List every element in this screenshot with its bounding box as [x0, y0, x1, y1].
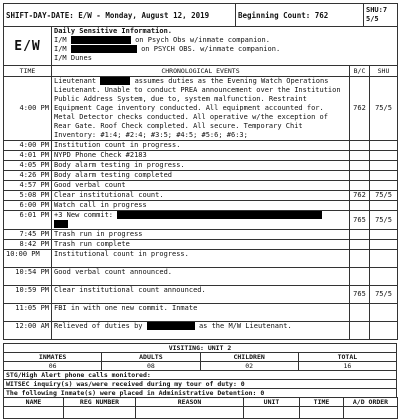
event-row: 4:26 PM Body alarm testing completed — [4, 171, 398, 181]
sensitive-info — [52, 27, 398, 66]
event-row: 4:00 PM Lieutenant assumes duties as the Evening Watch Operations Lieutenant. Unable to conduct PREA announcement over the Institution Public Address System, due to, system malfunction. Restraint Equipment Cage inventory conducted. All equipment accounted for. Metal Detector checks conducted. All operative w/the exception of Rear Gate. Roof Check completed. All secure. Temporary Chit Inventory: #1:4; #2:4; #3:5; #4:5; #5:6; #6:3; 762 75/5 — [4, 77, 398, 141]
redaction — [71, 45, 137, 53]
page — [3, 3, 397, 419]
visiting-value: 16 — [298, 362, 396, 371]
shu-count: SHU:75/5 — [364, 4, 398, 27]
visiting-table — [3, 343, 397, 371]
event-row: 10:59 PM Clear institutional count announced. 765 75/5 — [4, 286, 398, 304]
col-events: CHRONOLOGICAL EVENTS — [52, 66, 350, 77]
stg-line: STG/High Alert phone calls monitored: — [4, 371, 397, 380]
col-shu: SHU — [370, 66, 398, 77]
event-row: 12:00 AM Relieved of duties by as the M/W Lieutenant. — [4, 322, 398, 340]
redaction — [100, 77, 130, 85]
sensitive-line-1: I/M on Psych Obs w/inmate companion. — [54, 36, 270, 44]
event-row: 11:05 PM FBI in with one new commit. Inmate — [4, 304, 398, 322]
event-row: 4:00 PM Institution count in progress. — [4, 141, 398, 151]
sensitive-line-3: I/M Dunes — [54, 54, 92, 62]
visiting-header: TOTAL — [298, 353, 396, 362]
event-row: 4:57 PM Good verbal count — [4, 181, 398, 191]
events-table — [3, 26, 398, 340]
detention-col: REASON — [136, 398, 244, 407]
visiting-header: CHILDREN — [200, 353, 298, 362]
event-row: 6:00 PM Watch call in progress — [4, 201, 398, 211]
sensitive-line-2: I/M on PSYCH OBS. w/inmate companion. — [54, 45, 281, 53]
visiting-value: 02 — [200, 362, 298, 371]
header-table — [3, 3, 398, 27]
detention-line: The following Inmate(s) were placed in Administrative Detention: 0 — [4, 389, 397, 398]
event-row: 4:01 PM NYPD Phone Check #2183 — [4, 151, 398, 161]
beginning-count: Beginning Count: 762 — [236, 4, 364, 27]
redaction — [71, 36, 131, 44]
event-row: 10:00 PM Institutional count in progress. — [4, 250, 398, 268]
visiting-value: 06 — [4, 362, 102, 371]
sensitive-title: Daily Sensitive Information. — [54, 27, 173, 35]
shift-code: E/W — [4, 27, 52, 66]
redaction — [117, 211, 322, 219]
event-row: 4:05 PM Body alarm testing in progress. — [4, 161, 398, 171]
event-row: 10:54 PM Good verbal count announced. — [4, 268, 398, 286]
visiting-header: ADULTS — [102, 353, 200, 362]
visiting-title: VISITING: UNIT 2 — [4, 344, 397, 353]
visiting-value: 08 — [102, 362, 200, 371]
col-bc: B/C — [350, 66, 370, 77]
redaction — [54, 220, 68, 228]
detention-table — [3, 397, 398, 419]
witsec-line: WITSEC inquiry(s) was/were received during my tour of duty: 0 — [4, 380, 397, 389]
event-row: 8:42 PM Trash run complete — [4, 240, 398, 250]
event-row: 6:01 PM +3 New commit: 765 75/5 — [4, 211, 398, 230]
event-row: 7:45 PM Trash run in progress — [4, 230, 398, 240]
detention-col: REG NUMBER — [64, 398, 136, 407]
detention-col: TIME — [300, 398, 344, 407]
redaction — [147, 322, 195, 330]
detention-col: NAME — [4, 398, 64, 407]
stg-table — [3, 370, 397, 398]
detention-col: UNIT — [244, 398, 300, 407]
event-row: 5:08 PM Clear institutional count. 762 75/5 — [4, 191, 398, 201]
detention-col: A/D ORDER — [344, 398, 398, 407]
col-time: TIME — [4, 66, 52, 77]
visiting-header: INMATES — [4, 353, 102, 362]
shift-day-date: SHIFT-DAY-DATE: E/W - Monday, August 12, 2019 — [4, 4, 236, 27]
